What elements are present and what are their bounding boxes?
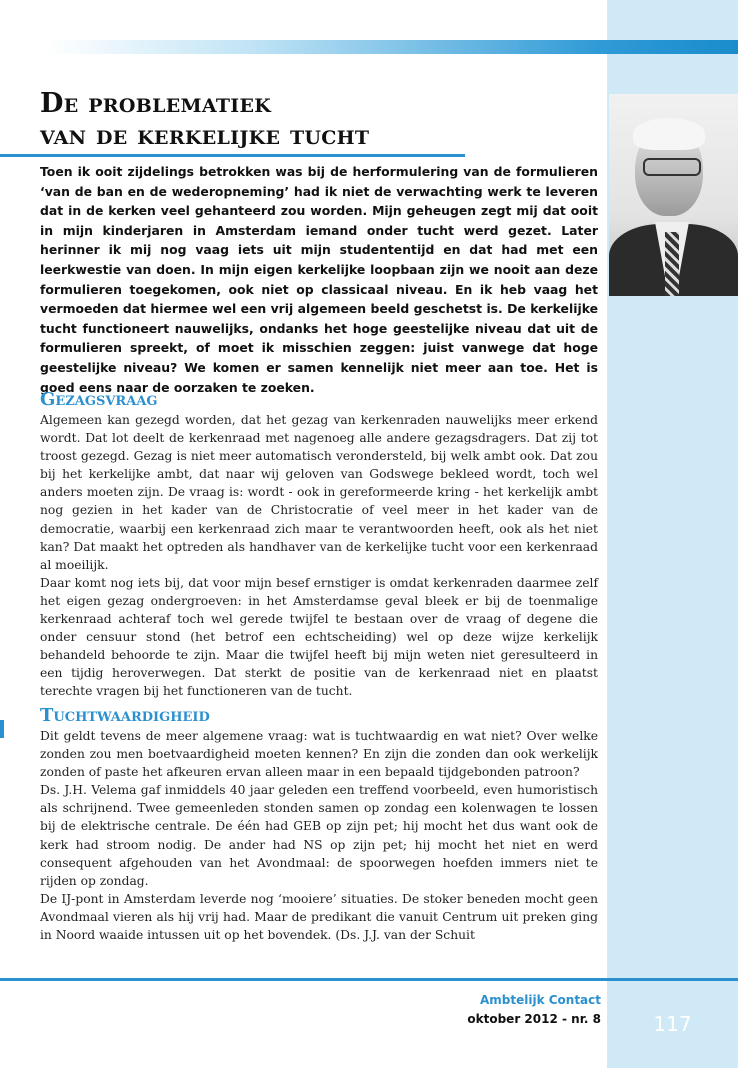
- author-photo: [609, 94, 738, 296]
- magazine-name: Ambtelijk Contact: [479, 993, 601, 1007]
- article-intro: Toen ik ooit zijdelings betrokken was bij de herformulering van de formulieren ‘van de ban en de wederopneming’ had ik niet de verwachting werk te leveren dat in de kerken veel gehanteerd zou worden. Mijn geheugen zegt mij dat ooit in mijn kinderjaren in Amsterdam iemand onder tucht werd gezet. Later herinner ik mij nog vaag iets uit mijn studententijd en dat had met een leerkwestie van doen. In mijn eigen kerkelijke loopbaan zijn we nooit aan deze formulieren toegekomen, ook niet op classicaal niveau. En ik heb vaag het vermoeden dat hiermee wel een vrij algemeen beeld geschetst is. De kerkelijke tucht functioneert nauwelijks, ondanks het hoge geestelijke niveau dat uit de formulieren spreekt, of moet ik misschien zeggen: juist vanwege dat hoge geestelijke niveau? We komen er samen kennelijk niet meer aan toe. Het is goed eens naar de oorzaken te zoeken.: [40, 164, 598, 395]
- margin-marker: [0, 720, 4, 738]
- title-line-1: De problematiek: [40, 88, 272, 119]
- paragraph: Algemeen kan gezegd worden, dat het gezag van kerkenraden nauwelijks meer erkend wordt. Dat lot deelt de kerkenraad met nagenoeg alle andere gezagsdragers. Dat zij tot troost gezegd. Gezag is niet meer automatisch verondersteld, bij welk ambt ook. Dat zou bij het kerkelijke ambt, dat naar wij geloven van Godswege bekleed wordt, toch wel anders moeten zijn. De vraag is: wordt - ook in gereformeerde kring - het kerkelijk ambt nog gezien in het kader van de Christocratie of veel meer in het kader van de democratie, waarbij een kerkenraad zich maar te verantwoorden heeft, ook als het niet kan? Dat maakt het optreden als handhaver van de kerkelijke tucht voor een kerkenraad al moeilijk.: [40, 413, 598, 572]
- top-gradient-bar: [48, 40, 738, 54]
- section-body-gezagsvraag: [40, 411, 598, 701]
- page-number: 117: [653, 1012, 692, 1036]
- article-title: [40, 88, 470, 152]
- section-heading-tuchtwaardigheid: Tuchtwaardigheid: [40, 705, 210, 726]
- paragraph: Daar komt nog iets bij, dat voor mijn besef ernstiger is omdat kerkenraden daarmee zelf het eigen gezag ondergroeven: in het Amsterdamse geval bleek er bij de toenmalige kerkenraad achteraf toch wel gerede twijfel te bestaan over de vraag of degene die onder censuur stond (het betrof een echtscheiding) wel op deze wijze kerkelijk behandeld behoorde te zijn. Maar die twijfel heeft bij mijn weten niet geresulteerd in een tijdig heroverwegen. Dat sterkt de positie van de kerkenraad niet en plaatst terechte vragen bij het functioneren van de tucht.: [40, 575, 598, 699]
- title-underline: [0, 154, 465, 157]
- section-heading-gezagsvraag: Gezagsvraag: [40, 389, 158, 410]
- paragraph: Dit geldt tevens de meer algemene vraag: wat is tuchtwaardig en wat niet? Over welke zonden zou men boetvaardigheid moeten kennen? En zijn die zonden dan ook werkelijk zonden of paste het afkeuren ervan alleen maar in een bepaald tijdgebonden patroon?: [40, 729, 598, 780]
- paragraph: De IJ-pont in Amsterdam leverde nog ‘mooiere’ situaties. De stoker beneden mocht geen Avondmaal vieren als hij vrij had. Maar de predikant die vanuit Centrum uit preken ging in Noord waaide intussen uit op het bovendek. (Ds. J.J. van der Schuit: [40, 891, 598, 943]
- footer-rule: [0, 978, 607, 981]
- paragraph: Ds. J.H. Velema gaf inmiddels 40 jaar geleden een treffend voorbeeld, even humoristisch als schrijnend. Twee gemeenleden stonden samen op zondag een kolenwagen te lossen bij de elektrische centrale. De één had GEB op zijn pet; hij mocht het dus want ook de kerk had stroom nodig. De ander had NS op zijn pet; hij mocht het niet en werd consequent afgehouden van het Avondmaal: de spoorwegen hoefden immers niet te rijden op zondag.: [40, 783, 598, 888]
- title-line-2: van de kerkelijke tucht: [40, 120, 370, 151]
- footer-rule-sidebar: [607, 978, 738, 981]
- issue-info: oktober 2012 - nr. 8: [467, 1012, 601, 1026]
- section-body-tuchtwaardigheid: [40, 727, 598, 944]
